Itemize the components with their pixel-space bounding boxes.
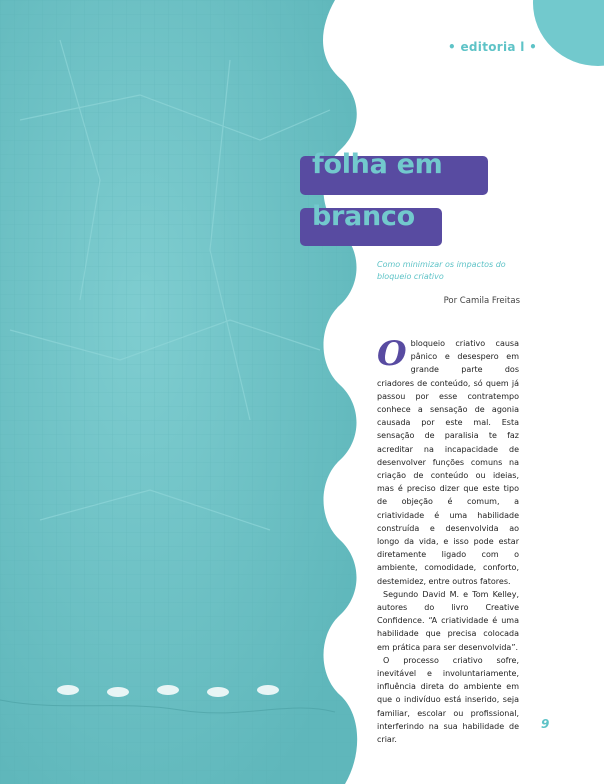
drop-cap: O: [377, 334, 407, 374]
article-paragraph: [377, 334, 519, 588]
article-title-line-1: folha em: [312, 149, 443, 180]
article-title-line-2: branco: [312, 201, 415, 232]
section-tag: • editoria l •: [448, 40, 538, 54]
author-byline: Por Camila Freitas: [443, 296, 520, 306]
article-paragraph: O processo criativo sofre, inevitável e involuntariamente, influência direta do ambiente em que o indivíduo está inserido, seja familiar, escolar ou profissional, interferindo na sua habilidade de criar.: [377, 655, 519, 745]
paragraph-text: bloqueio criativo causa pânico e desespero em grande parte dos criadores de conteúdo, só quem já passou por esse contratempo conhece a sensação de agonia causada por este mal. Esta sensação de paralisia te faz acreditar na incapacidade de desenvolver funções comuns na criação de conteúdo ou ideias, mas é preciso dizer que este tipo de objeção é comum, a criatividade é uma habilidade construída e desenvolvida ao longo da vida, e isso pode estar diretamente ligado com o ambiente, comodidade, conforto, destemidez, entre outros fatores.: [377, 339, 519, 586]
page-number: 9: [541, 717, 550, 731]
article-body: [377, 334, 519, 746]
article-paragraph: Segundo David M. e Tom Kelley, autores do livro Creative Confidence. “A criatividade é uma habilidade que precisa colocada em prática para ser desenvolvida”.: [377, 589, 519, 652]
article-subtitle: Como minimizar os impactos do bloqueio criativo: [377, 260, 506, 281]
